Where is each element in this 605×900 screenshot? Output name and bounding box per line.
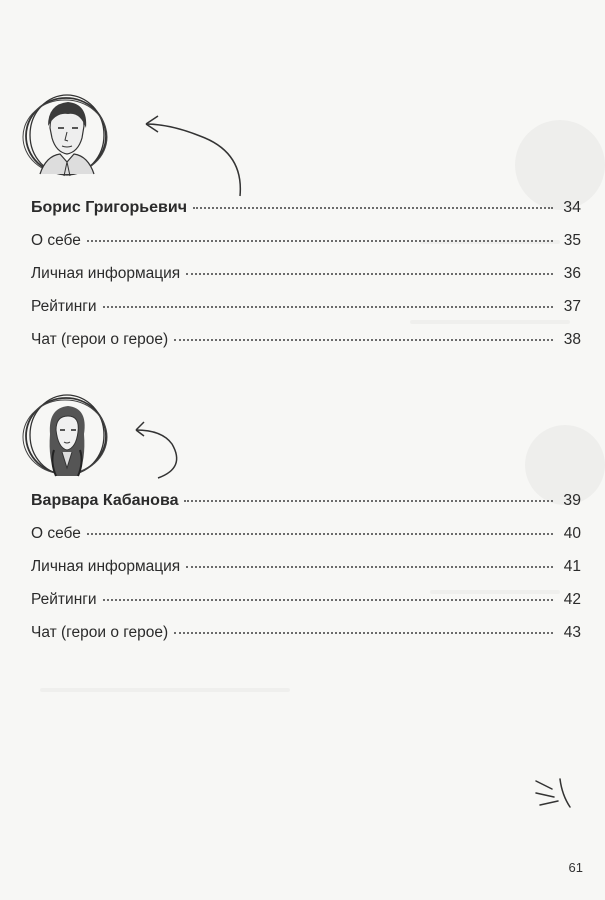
page-number: 39 — [563, 492, 581, 509]
character-title: Варвара Кабанова — [31, 492, 179, 509]
portrait-varvara-icon — [20, 390, 112, 482]
dot-leader — [184, 499, 553, 502]
page-number: 34 — [563, 199, 581, 216]
page-number: 37 — [563, 298, 581, 315]
toc-entry[interactable] — [31, 591, 581, 624]
bleed-through-shape — [515, 120, 605, 210]
arrow-icon — [140, 112, 250, 198]
toc-entry[interactable] — [31, 265, 581, 298]
toc-entry-character[interactable] — [31, 492, 581, 525]
character-title: Борис Григорьевич — [31, 199, 187, 216]
toc-entry[interactable] — [31, 558, 581, 591]
toc-section-boris — [31, 199, 581, 364]
page-number: 43 — [563, 624, 581, 641]
entry-label: О себе — [31, 525, 81, 542]
dot-leader — [186, 565, 553, 568]
dot-leader — [174, 631, 553, 634]
dot-leader — [174, 338, 553, 341]
page-number: 41 — [563, 558, 581, 575]
entry-label: Рейтинги — [31, 298, 97, 315]
portrait-boris-icon — [20, 90, 112, 182]
toc-section-varvara — [31, 492, 581, 657]
entry-label: Личная информация — [31, 265, 181, 282]
page-number: 35 — [563, 232, 581, 249]
page-number: 40 — [563, 525, 581, 542]
toc-entry-character[interactable] — [31, 199, 581, 232]
page-number: 42 — [563, 591, 581, 608]
dot-leader — [87, 532, 553, 535]
bleed-through-line — [40, 688, 290, 692]
entry-label: О себе — [31, 232, 81, 249]
entry-label: Чат (герои о герое) — [31, 624, 169, 641]
entry-label: Личная информация — [31, 558, 181, 575]
flourish-icon — [530, 775, 580, 811]
entry-label: Рейтинги — [31, 591, 97, 608]
toc-entry[interactable] — [31, 525, 581, 558]
toc-entry[interactable] — [31, 624, 581, 657]
toc-entry[interactable] — [31, 331, 581, 364]
dot-leader — [103, 598, 553, 601]
page-number: 38 — [563, 331, 581, 348]
dot-leader — [103, 305, 553, 308]
entry-label: Чат (герои о герое) — [31, 331, 169, 348]
dot-leader — [87, 239, 553, 242]
page-number: 36 — [563, 265, 581, 282]
page-number-footer: 61 — [568, 860, 583, 875]
arrow-icon — [128, 420, 184, 480]
dot-leader — [193, 206, 553, 209]
dot-leader — [186, 272, 553, 275]
toc-entry[interactable] — [31, 232, 581, 265]
toc-entry[interactable] — [31, 298, 581, 331]
